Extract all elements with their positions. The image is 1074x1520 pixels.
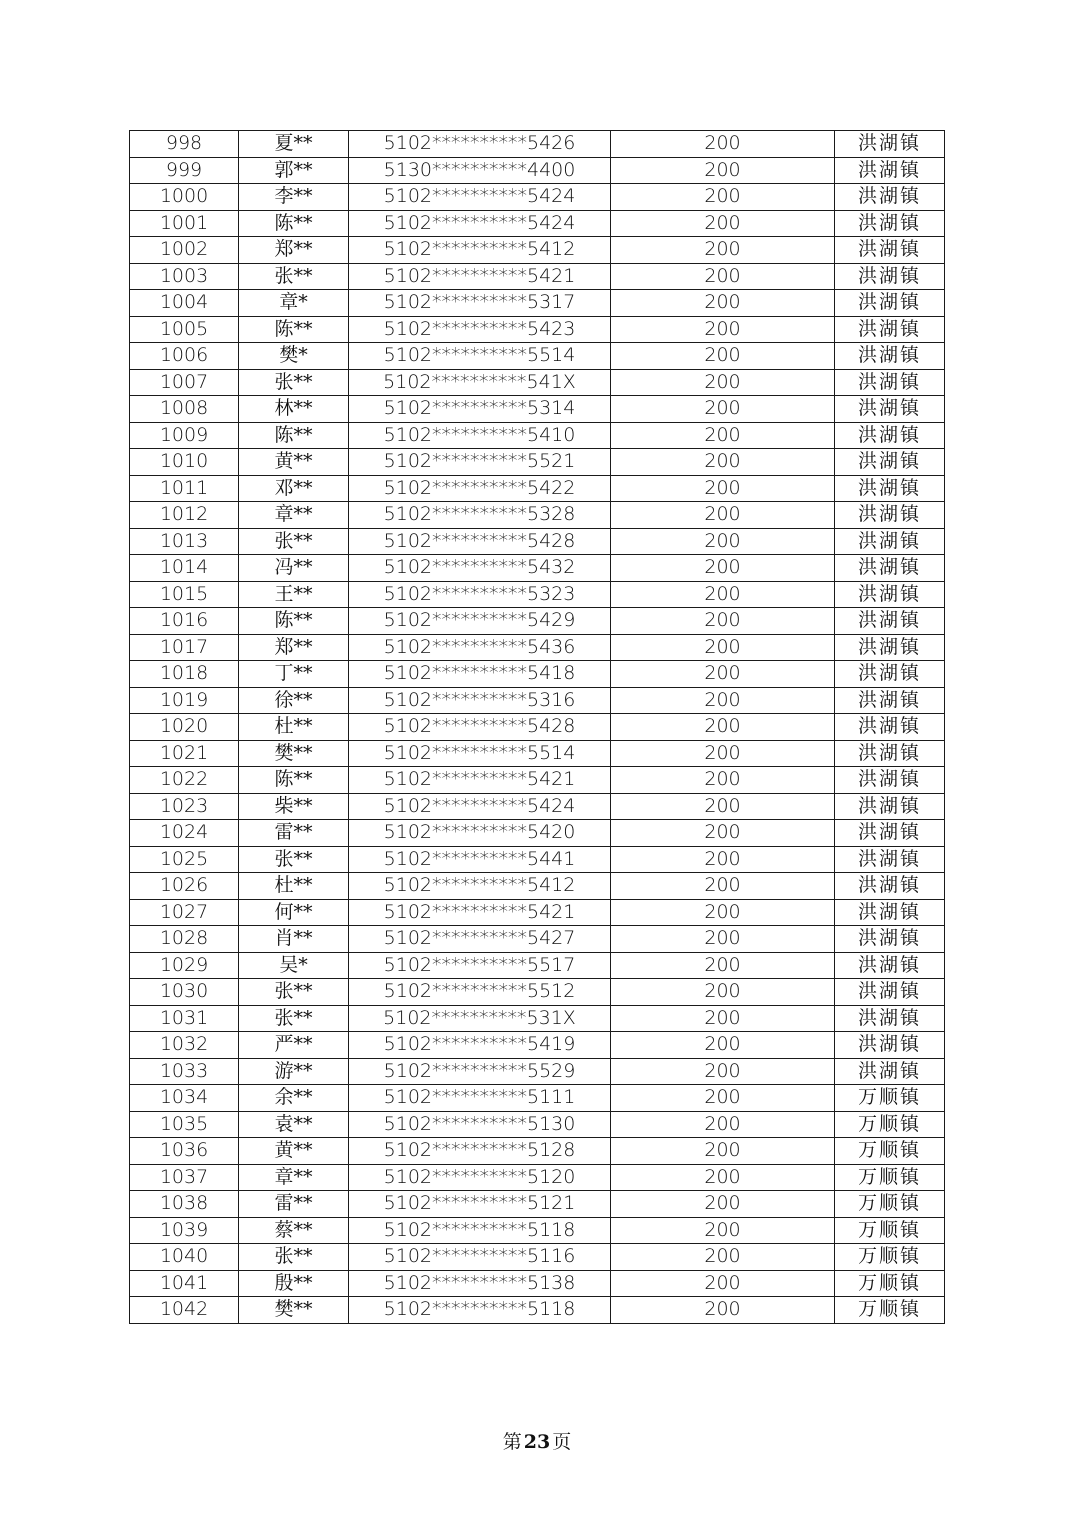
name-cell: 樊**: [239, 1297, 349, 1324]
id-number-cell: 5102**********5512: [349, 979, 611, 1006]
name-cell: 张**: [239, 1244, 349, 1271]
id-number-cell: 5102**********531X: [349, 1005, 611, 1032]
amount-cell: 200: [611, 1297, 835, 1324]
name-cell: 蔡**: [239, 1217, 349, 1244]
table-row: [130, 793, 945, 820]
roster-table-body: [130, 131, 945, 1324]
amount-cell: 200: [611, 210, 835, 237]
table-row: [130, 634, 945, 661]
row-number-cell: 1021: [130, 740, 239, 767]
id-number-cell: 5102**********5424: [349, 210, 611, 237]
row-number-cell: 1035: [130, 1111, 239, 1138]
amount-cell: 200: [611, 634, 835, 661]
amount-cell: 200: [611, 131, 835, 158]
table-row: [130, 581, 945, 608]
amount-cell: 200: [611, 369, 835, 396]
amount-cell: 200: [611, 184, 835, 211]
town-cell: 万顺镇: [835, 1085, 945, 1112]
amount-cell: 200: [611, 926, 835, 953]
amount-cell: 200: [611, 581, 835, 608]
page-footer: [0, 1427, 1074, 1454]
row-number-cell: 1013: [130, 528, 239, 555]
town-cell: 洪湖镇: [835, 184, 945, 211]
id-number-cell: 5102**********5412: [349, 237, 611, 264]
town-cell: 洪湖镇: [835, 369, 945, 396]
table-row: [130, 555, 945, 582]
row-number-cell: 1024: [130, 820, 239, 847]
table-row: [130, 899, 945, 926]
name-cell: 雷**: [239, 1191, 349, 1218]
table-row: [130, 210, 945, 237]
name-cell: 邓**: [239, 475, 349, 502]
name-cell: 陈**: [239, 316, 349, 343]
table-row: [130, 1032, 945, 1059]
id-number-cell: 5102**********5421: [349, 263, 611, 290]
amount-cell: 200: [611, 1191, 835, 1218]
row-number-cell: 1020: [130, 714, 239, 741]
town-cell: 洪湖镇: [835, 608, 945, 635]
amount-cell: 200: [611, 157, 835, 184]
town-cell: 洪湖镇: [835, 1032, 945, 1059]
row-number-cell: 999: [130, 157, 239, 184]
table-row: [130, 1005, 945, 1032]
town-cell: 洪湖镇: [835, 952, 945, 979]
town-cell: 洪湖镇: [835, 422, 945, 449]
row-number-cell: 1019: [130, 687, 239, 714]
amount-cell: 200: [611, 449, 835, 476]
amount-cell: 200: [611, 608, 835, 635]
table-row: [130, 263, 945, 290]
table-row: [130, 157, 945, 184]
id-number-cell: 5102**********5128: [349, 1138, 611, 1165]
name-cell: 杜**: [239, 714, 349, 741]
amount-cell: 200: [611, 740, 835, 767]
row-number-cell: 1040: [130, 1244, 239, 1271]
amount-cell: 200: [611, 979, 835, 1006]
id-number-cell: 5102**********5314: [349, 396, 611, 423]
id-number-cell: 5102**********5521: [349, 449, 611, 476]
name-cell: 林**: [239, 396, 349, 423]
name-cell: 陈**: [239, 767, 349, 794]
town-cell: 万顺镇: [835, 1270, 945, 1297]
name-cell: 张**: [239, 979, 349, 1006]
id-number-cell: 5102**********5130: [349, 1111, 611, 1138]
amount-cell: 200: [611, 290, 835, 317]
table-row: [130, 1297, 945, 1324]
amount-cell: 200: [611, 263, 835, 290]
row-number-cell: 1038: [130, 1191, 239, 1218]
id-number-cell: 5102**********541X: [349, 369, 611, 396]
amount-cell: 200: [611, 528, 835, 555]
amount-cell: 200: [611, 1217, 835, 1244]
id-number-cell: 5102**********5424: [349, 793, 611, 820]
page-label-prefix: 第: [502, 1431, 522, 1453]
amount-cell: 200: [611, 1164, 835, 1191]
name-cell: 郑**: [239, 237, 349, 264]
name-cell: 肖**: [239, 926, 349, 953]
page-label-suffix: 页: [552, 1431, 572, 1453]
town-cell: 洪湖镇: [835, 396, 945, 423]
id-number-cell: 5102**********5420: [349, 820, 611, 847]
row-number-cell: 1007: [130, 369, 239, 396]
name-cell: 陈**: [239, 608, 349, 635]
town-cell: 洪湖镇: [835, 157, 945, 184]
amount-cell: 200: [611, 343, 835, 370]
id-number-cell: 5102**********5419: [349, 1032, 611, 1059]
row-number-cell: 1022: [130, 767, 239, 794]
name-cell: 黄**: [239, 449, 349, 476]
town-cell: 洪湖镇: [835, 316, 945, 343]
name-cell: 章*: [239, 290, 349, 317]
row-number-cell: 1004: [130, 290, 239, 317]
name-cell: 袁**: [239, 1111, 349, 1138]
row-number-cell: 1015: [130, 581, 239, 608]
town-cell: 洪湖镇: [835, 528, 945, 555]
name-cell: 冯**: [239, 555, 349, 582]
town-cell: 洪湖镇: [835, 1005, 945, 1032]
id-number-cell: 5102**********5428: [349, 714, 611, 741]
id-number-cell: 5102**********5441: [349, 846, 611, 873]
row-number-cell: 1036: [130, 1138, 239, 1165]
id-number-cell: 5102**********5138: [349, 1270, 611, 1297]
name-cell: 张**: [239, 1005, 349, 1032]
name-cell: 游**: [239, 1058, 349, 1085]
table-row: [130, 449, 945, 476]
id-number-cell: 5102**********5436: [349, 634, 611, 661]
table-row: [130, 846, 945, 873]
row-number-cell: 1037: [130, 1164, 239, 1191]
table-row: [130, 475, 945, 502]
id-number-cell: 5102**********5421: [349, 767, 611, 794]
row-number-cell: 1018: [130, 661, 239, 688]
name-cell: 夏**: [239, 131, 349, 158]
id-number-cell: 5102**********5323: [349, 581, 611, 608]
amount-cell: 200: [611, 1005, 835, 1032]
amount-cell: 200: [611, 237, 835, 264]
town-cell: 洪湖镇: [835, 926, 945, 953]
row-number-cell: 1008: [130, 396, 239, 423]
id-number-cell: 5102**********5426: [349, 131, 611, 158]
table-row: [130, 369, 945, 396]
amount-cell: 200: [611, 1058, 835, 1085]
id-number-cell: 5102**********5429: [349, 608, 611, 635]
table-row: [130, 290, 945, 317]
name-cell: 郑**: [239, 634, 349, 661]
amount-cell: 200: [611, 1244, 835, 1271]
amount-cell: 200: [611, 820, 835, 847]
table-row: [130, 1217, 945, 1244]
id-number-cell: 5102**********5418: [349, 661, 611, 688]
row-number-cell: 1032: [130, 1032, 239, 1059]
amount-cell: 200: [611, 475, 835, 502]
amount-cell: 200: [611, 422, 835, 449]
town-cell: 洪湖镇: [835, 1058, 945, 1085]
name-cell: 杜**: [239, 873, 349, 900]
table-row: [130, 608, 945, 635]
town-cell: 洪湖镇: [835, 873, 945, 900]
table-row: [130, 1270, 945, 1297]
id-number-cell: 5102**********5118: [349, 1217, 611, 1244]
row-number-cell: 1014: [130, 555, 239, 582]
name-cell: 郭**: [239, 157, 349, 184]
id-number-cell: 5102**********5514: [349, 740, 611, 767]
amount-cell: 200: [611, 873, 835, 900]
amount-cell: 200: [611, 846, 835, 873]
table-row: [130, 396, 945, 423]
table-row: [130, 316, 945, 343]
table-row: [130, 131, 945, 158]
table-row: [130, 1138, 945, 1165]
name-cell: 张**: [239, 846, 349, 873]
row-number-cell: 1034: [130, 1085, 239, 1112]
table-row: [130, 767, 945, 794]
town-cell: 万顺镇: [835, 1138, 945, 1165]
row-number-cell: 1000: [130, 184, 239, 211]
row-number-cell: 1025: [130, 846, 239, 873]
id-number-cell: 5102**********5116: [349, 1244, 611, 1271]
name-cell: 樊**: [239, 740, 349, 767]
row-number-cell: 1042: [130, 1297, 239, 1324]
town-cell: 洪湖镇: [835, 740, 945, 767]
amount-cell: 200: [611, 952, 835, 979]
table-row: [130, 926, 945, 953]
name-cell: 张**: [239, 263, 349, 290]
amount-cell: 200: [611, 767, 835, 794]
table-row: [130, 1058, 945, 1085]
table-row: [130, 740, 945, 767]
name-cell: 李**: [239, 184, 349, 211]
row-number-cell: 1001: [130, 210, 239, 237]
name-cell: 陈**: [239, 422, 349, 449]
town-cell: 万顺镇: [835, 1217, 945, 1244]
row-number-cell: 998: [130, 131, 239, 158]
row-number-cell: 1003: [130, 263, 239, 290]
town-cell: 洪湖镇: [835, 661, 945, 688]
town-cell: 万顺镇: [835, 1164, 945, 1191]
id-number-cell: 5102**********5423: [349, 316, 611, 343]
table-row: [130, 343, 945, 370]
id-number-cell: 5102**********5111: [349, 1085, 611, 1112]
table-row: [130, 820, 945, 847]
amount-cell: 200: [611, 555, 835, 582]
amount-cell: 200: [611, 1085, 835, 1112]
amount-cell: 200: [611, 899, 835, 926]
id-number-cell: 5102**********5514: [349, 343, 611, 370]
name-cell: 樊*: [239, 343, 349, 370]
row-number-cell: 1027: [130, 899, 239, 926]
row-number-cell: 1012: [130, 502, 239, 529]
id-number-cell: 5102**********5517: [349, 952, 611, 979]
table-row: [130, 952, 945, 979]
name-cell: 徐**: [239, 687, 349, 714]
table-row: [130, 687, 945, 714]
table-row: [130, 1244, 945, 1271]
id-number-cell: 5102**********5328: [349, 502, 611, 529]
id-number-cell: 5102**********5424: [349, 184, 611, 211]
town-cell: 万顺镇: [835, 1297, 945, 1324]
amount-cell: 200: [611, 1111, 835, 1138]
town-cell: 万顺镇: [835, 1191, 945, 1218]
table-row: [130, 1191, 945, 1218]
name-cell: 黄**: [239, 1138, 349, 1165]
row-number-cell: 1009: [130, 422, 239, 449]
town-cell: 洪湖镇: [835, 767, 945, 794]
id-number-cell: 5102**********5432: [349, 555, 611, 582]
name-cell: 何**: [239, 899, 349, 926]
town-cell: 洪湖镇: [835, 475, 945, 502]
name-cell: 章**: [239, 502, 349, 529]
id-number-cell: 5102**********5427: [349, 926, 611, 953]
amount-cell: 200: [611, 1032, 835, 1059]
town-cell: 洪湖镇: [835, 210, 945, 237]
id-number-cell: 5102**********5317: [349, 290, 611, 317]
name-cell: 雷**: [239, 820, 349, 847]
name-cell: 严**: [239, 1032, 349, 1059]
table-row: [130, 502, 945, 529]
table-row: [130, 528, 945, 555]
town-cell: 洪湖镇: [835, 820, 945, 847]
amount-cell: 200: [611, 1138, 835, 1165]
amount-cell: 200: [611, 714, 835, 741]
table-row: [130, 1111, 945, 1138]
name-cell: 王**: [239, 581, 349, 608]
row-number-cell: 1031: [130, 1005, 239, 1032]
table-row: [130, 979, 945, 1006]
row-number-cell: 1023: [130, 793, 239, 820]
id-number-cell: 5130**********4400: [349, 157, 611, 184]
town-cell: 洪湖镇: [835, 449, 945, 476]
table-row: [130, 661, 945, 688]
id-number-cell: 5102**********5316: [349, 687, 611, 714]
town-cell: 洪湖镇: [835, 263, 945, 290]
amount-cell: 200: [611, 396, 835, 423]
row-number-cell: 1011: [130, 475, 239, 502]
id-number-cell: 5102**********5410: [349, 422, 611, 449]
table-row: [130, 237, 945, 264]
amount-cell: 200: [611, 661, 835, 688]
row-number-cell: 1028: [130, 926, 239, 953]
name-cell: 张**: [239, 528, 349, 555]
amount-cell: 200: [611, 502, 835, 529]
name-cell: 殷**: [239, 1270, 349, 1297]
row-number-cell: 1005: [130, 316, 239, 343]
town-cell: 洪湖镇: [835, 714, 945, 741]
town-cell: 万顺镇: [835, 1111, 945, 1138]
id-number-cell: 5102**********5529: [349, 1058, 611, 1085]
row-number-cell: 1006: [130, 343, 239, 370]
name-cell: 陈**: [239, 210, 349, 237]
roster-table: [129, 130, 945, 1324]
town-cell: 洪湖镇: [835, 687, 945, 714]
name-cell: 张**: [239, 369, 349, 396]
name-cell: 丁**: [239, 661, 349, 688]
town-cell: 洪湖镇: [835, 502, 945, 529]
row-number-cell: 1033: [130, 1058, 239, 1085]
town-cell: 洪湖镇: [835, 237, 945, 264]
amount-cell: 200: [611, 1270, 835, 1297]
id-number-cell: 5102**********5118: [349, 1297, 611, 1324]
town-cell: 洪湖镇: [835, 899, 945, 926]
town-cell: 洪湖镇: [835, 846, 945, 873]
table-row: [130, 1164, 945, 1191]
row-number-cell: 1002: [130, 237, 239, 264]
town-cell: 洪湖镇: [835, 131, 945, 158]
row-number-cell: 1026: [130, 873, 239, 900]
town-cell: 万顺镇: [835, 1244, 945, 1271]
table-row: [130, 184, 945, 211]
amount-cell: 200: [611, 316, 835, 343]
name-cell: 柴**: [239, 793, 349, 820]
name-cell: 章**: [239, 1164, 349, 1191]
town-cell: 洪湖镇: [835, 979, 945, 1006]
row-number-cell: 1039: [130, 1217, 239, 1244]
name-cell: 吴*: [239, 952, 349, 979]
id-number-cell: 5102**********5422: [349, 475, 611, 502]
id-number-cell: 5102**********5428: [349, 528, 611, 555]
id-number-cell: 5102**********5121: [349, 1191, 611, 1218]
town-cell: 洪湖镇: [835, 555, 945, 582]
amount-cell: 200: [611, 793, 835, 820]
town-cell: 洪湖镇: [835, 581, 945, 608]
row-number-cell: 1030: [130, 979, 239, 1006]
page-number: 23: [523, 1431, 551, 1453]
town-cell: 洪湖镇: [835, 290, 945, 317]
id-number-cell: 5102**********5412: [349, 873, 611, 900]
row-number-cell: 1029: [130, 952, 239, 979]
row-number-cell: 1041: [130, 1270, 239, 1297]
name-cell: 余**: [239, 1085, 349, 1112]
table-row: [130, 1085, 945, 1112]
row-number-cell: 1016: [130, 608, 239, 635]
row-number-cell: 1017: [130, 634, 239, 661]
town-cell: 洪湖镇: [835, 634, 945, 661]
town-cell: 洪湖镇: [835, 793, 945, 820]
id-number-cell: 5102**********5120: [349, 1164, 611, 1191]
table-row: [130, 714, 945, 741]
table-row: [130, 873, 945, 900]
amount-cell: 200: [611, 687, 835, 714]
id-number-cell: 5102**********5421: [349, 899, 611, 926]
town-cell: 洪湖镇: [835, 343, 945, 370]
table-row: [130, 422, 945, 449]
row-number-cell: 1010: [130, 449, 239, 476]
